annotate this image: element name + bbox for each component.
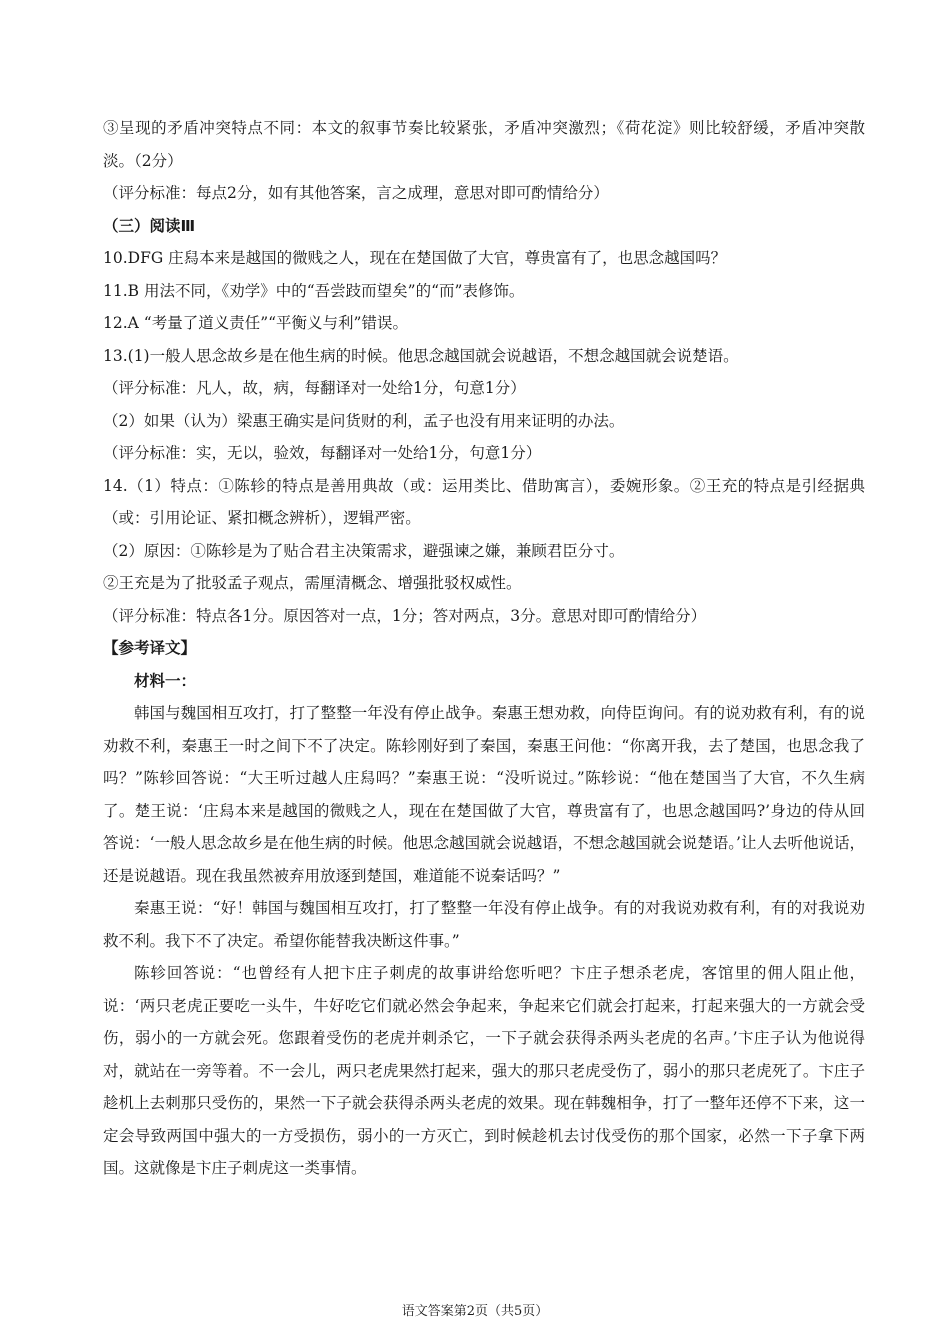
answer-13-part-2: （2）如果（认为）梁惠王确实是问货财的利，孟子也没有用来证明的办法。 (103, 411, 625, 430)
answer-14-part-1: 14.（1）特点：①陈轸的特点是善用典故（或：运用类比、借助寓言），委婉形象。②王充的特点是引经据典（或：引用论证、紧扣概念辨析），逻辑严密。 (103, 476, 865, 527)
answer-12: 12.A “考量了道义责任”“平衡义与利”错误。 (103, 314, 408, 332)
answer-9-point-3: ③呈现的矛盾冲突特点不同：本文的叙事节奏比较紧张，矛盾冲突激烈；《荷花淀》则比较舒缓，矛盾冲突散淡。（2分） (103, 119, 865, 170)
answer-content (103, 112, 865, 1185)
material-1-label: 材料一： (134, 671, 197, 690)
answer-14-part-2: （2）原因：①陈轸是为了贴合君主决策需求，避强谏之嫌，兼顾君臣分寸。 (103, 541, 625, 560)
answer-13-part-1: 13.(1)一般人思念故乡是在他生病的时候。他思念越国就会说越语，不想念越国就会说楚语。 (103, 346, 739, 365)
translation-paragraph-2: 秦惠王说：“好！韩国与魏国相互攻打，打了整整一年没有停止战争。有的对我说劝救有利，有的对我说劝救不利。我下不了决定。希望你能替我决断这件事。” (103, 899, 865, 950)
scoring-note-13-part-1: （评分标准：凡人，故，病，每翻译对一处给1分，句意1分） (103, 379, 526, 397)
translation-paragraph-3: 陈轸回答说：“也曾经有人把卞庄子刺虎的故事讲给您听吧？卞庄子想杀老虎，客馆里的佣人阻止他，说：‘两只老虎正要吃一头牛，牛好吃它们就必然会争起来，争起来它们就会打起来，打起来强大的一方就会受伤，弱小的一方就会死。您跟着受伤的老虎并刺杀它，一下子就会获得杀两头老虎的名声。’卞庄子认为他说得对，就站在一旁等着。不一会儿，两只老虎果然打起来，强大的那只老虎受伤了，弱小的那只老虎死了。卞庄子趁机上去刺那只受伤的，果然一下子就会获得杀两头老虎的效果。现在韩魏相争，打了一整年还停不下来，这一定会导致两国中强大的一方受损伤，弱小的一方灭亡，到时候趁机去讨伐受伤的那个国家，必然一下子拿下两国。这就像是卞庄子刺虎这一类事情。 (103, 964, 865, 1177)
scoring-note-13-part-2: （评分标准：实，无以，验效，每翻译对一处给1分，句意1分） (103, 444, 542, 462)
scoring-note-9: （评分标准：每点2分，如有其他答案，言之成理，意思对即可酌情给分） (103, 184, 609, 202)
reference-translation-heading: 【参考译文】 (103, 639, 197, 657)
answer-10: 10.DFG 庄舄本来是越国的微贱之人，现在在楚国做了大官，尊贵富有了，也思念越国吗？ (103, 249, 727, 267)
page-footer: 语文答案第2页（共5页） (401, 1304, 549, 1319)
section-heading-reading-3: （三）阅读Ⅲ (103, 216, 196, 235)
answer-14-part-2-point-2: ②王充是为了批驳孟子观点，需厘清概念、增强批驳权威性。 (103, 574, 522, 592)
answer-11: 11.B 用法不同，《劝学》中的“吾尝跂而望矣”的“而”表修饰。 (103, 281, 525, 300)
scoring-note-14: （评分标准：特点各1分。原因答对一点，1分；答对两点，3分。意思对即可酌情给分） (103, 606, 707, 625)
translation-paragraph-1: 韩国与魏国相互攻打，打了整整一年没有停止战争。秦惠王想劝救，向侍臣询问。有的说劝救有利，有的说劝救不利，秦惠王一时之间下不了决定。陈轸刚好到了秦国，秦惠王问他：“你离开我，去了楚国，也思念我了吗？”陈轸回答说：“大王听过越人庄舄吗？”秦惠王说：“没听说过。”陈轸说：“他在楚国当了大官，不久生病了。楚王说：‘庄舄本来是越国的微贱之人，现在在楚国做了大官，尊贵富有了，也思念越国吗?’身边的侍从回答说：‘一般人思念故乡是在他生病的时候。他思念越国就会说越语，不想念越国就会说楚语。’让人去听他说话，还是说越语。现在我虽然被弃用放逐到楚国，难道能不说秦话吗？” (103, 704, 865, 885)
